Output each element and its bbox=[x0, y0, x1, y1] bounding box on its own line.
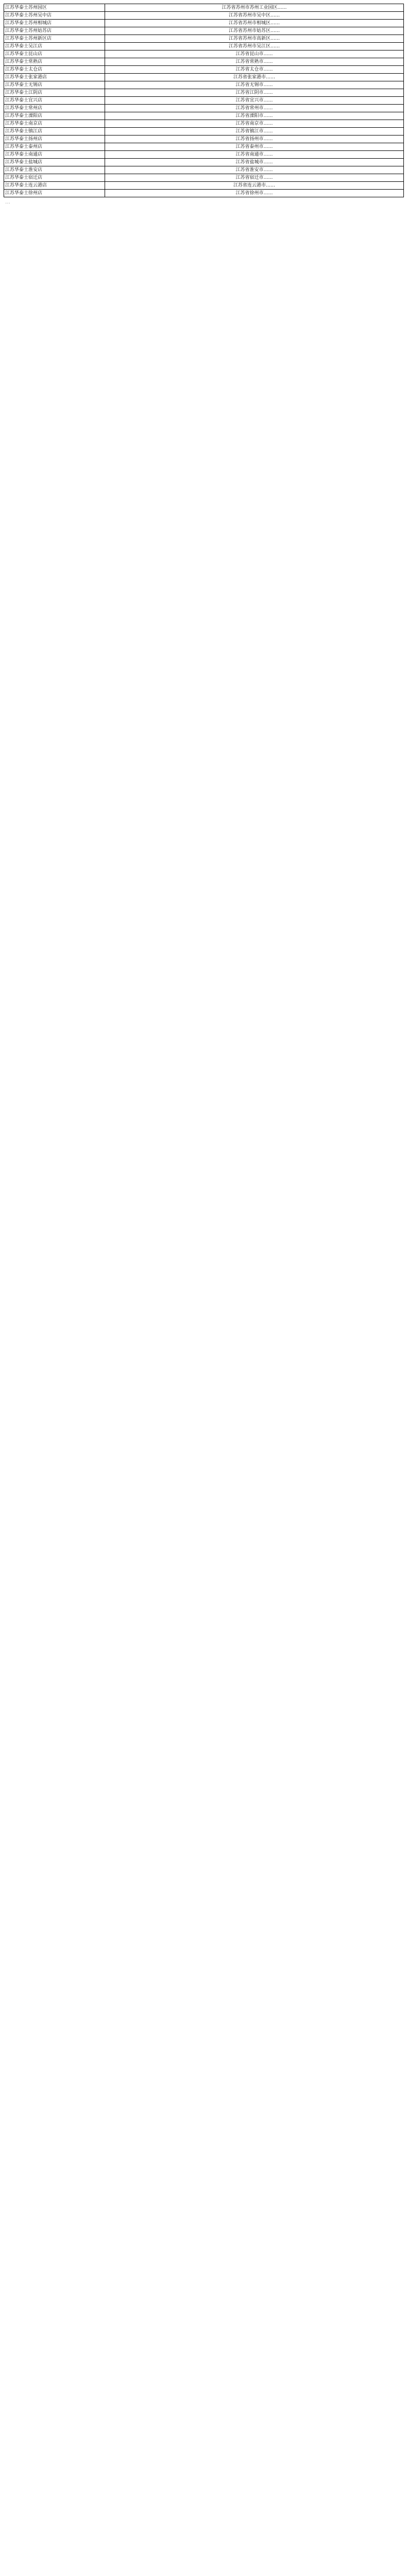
store-address-cell: 江苏省南通市…… bbox=[105, 151, 404, 159]
store-name-cell: 江苏华泰士苏州吴中店 bbox=[4, 12, 105, 20]
store-name-cell: 江苏华泰士昆山店 bbox=[4, 50, 105, 58]
store-address-cell: 江苏省江阴市…… bbox=[105, 89, 404, 97]
table-row bbox=[4, 27, 404, 35]
watermark: … bbox=[5, 199, 10, 205]
table-row bbox=[4, 182, 404, 190]
store-name-cell: 江苏华泰士张家港店 bbox=[4, 74, 105, 81]
store-name-cell: 江苏华泰士淮安店 bbox=[4, 166, 105, 174]
table-row bbox=[4, 66, 404, 74]
store-table-body bbox=[4, 4, 404, 197]
store-name-cell: 江苏华泰士苏州新区店 bbox=[4, 35, 105, 43]
store-address-cell: 江苏省徐州市…… bbox=[105, 190, 404, 197]
table-row bbox=[4, 128, 404, 135]
table-row bbox=[4, 166, 404, 174]
store-address-cell: 江苏省溧阳市…… bbox=[105, 112, 404, 120]
store-name-cell: 江苏华泰士南通店 bbox=[4, 151, 105, 159]
store-address-cell: 江苏省宜兴市…… bbox=[105, 97, 404, 105]
store-name-cell: 江苏华泰士宜兴店 bbox=[4, 97, 105, 105]
sheet bbox=[0, 0, 407, 212]
store-name-cell: 江苏华泰士无锡店 bbox=[4, 81, 105, 89]
store-address-cell: 江苏省泰州市…… bbox=[105, 143, 404, 151]
store-address-cell: 江苏省苏州市苏州工业园区…… bbox=[105, 4, 404, 12]
store-address-cell: 江苏省扬州市…… bbox=[105, 135, 404, 143]
store-address-cell: 江苏省镇江市…… bbox=[105, 128, 404, 135]
store-name-cell: 江苏华泰士徐州店 bbox=[4, 190, 105, 197]
table-row bbox=[4, 135, 404, 143]
store-address-cell: 江苏省苏州市高新区…… bbox=[105, 35, 404, 43]
table-row bbox=[4, 74, 404, 81]
table-row bbox=[4, 159, 404, 166]
store-name-cell: 江苏华泰士南京店 bbox=[4, 120, 105, 128]
store-address-cell: 江苏省宿迁市…… bbox=[105, 174, 404, 182]
table-row bbox=[4, 20, 404, 27]
store-name-cell: 江苏华泰士苏州园区 bbox=[4, 4, 105, 12]
store-name-cell: 江苏华泰士苏州相城店 bbox=[4, 20, 105, 27]
table-row bbox=[4, 190, 404, 197]
store-address-cell: 江苏省苏州市吴中区…… bbox=[105, 12, 404, 20]
table-row bbox=[4, 35, 404, 43]
table-row bbox=[4, 97, 404, 105]
store-table bbox=[4, 4, 404, 197]
store-name-cell: 江苏华泰士宿迁店 bbox=[4, 174, 105, 182]
table-row bbox=[4, 58, 404, 66]
store-address-cell: 江苏省连云港市…… bbox=[105, 182, 404, 190]
store-address-cell: 江苏省常熟市…… bbox=[105, 58, 404, 66]
table-row bbox=[4, 12, 404, 20]
table-row bbox=[4, 174, 404, 182]
store-name-cell: 江苏华泰士溧阳店 bbox=[4, 112, 105, 120]
store-address-cell: 江苏省盐城市…… bbox=[105, 159, 404, 166]
store-name-cell: 江苏华泰士盐城店 bbox=[4, 159, 105, 166]
store-name-cell: 江苏华泰士扬州店 bbox=[4, 135, 105, 143]
store-name-cell: 江苏华泰士苏州姑苏店 bbox=[4, 27, 105, 35]
store-address-cell: 江苏省张家港市…… bbox=[105, 74, 404, 81]
store-address-cell: 江苏省苏州市相城区…… bbox=[105, 20, 404, 27]
store-name-cell: 江苏华泰士江阴店 bbox=[4, 89, 105, 97]
store-address-cell: 江苏省无锡市…… bbox=[105, 81, 404, 89]
table-row bbox=[4, 112, 404, 120]
table-row bbox=[4, 43, 404, 50]
store-address-cell: 江苏省太仓市…… bbox=[105, 66, 404, 74]
table-row bbox=[4, 81, 404, 89]
store-name-cell: 江苏华泰士连云港店 bbox=[4, 182, 105, 190]
store-name-cell: 江苏华泰士太仓店 bbox=[4, 66, 105, 74]
store-address-cell: 江苏省南京市…… bbox=[105, 120, 404, 128]
store-address-cell: 江苏省常州市…… bbox=[105, 105, 404, 112]
store-name-cell: 江苏华泰士常州店 bbox=[4, 105, 105, 112]
store-name-cell: 江苏华泰士镇江店 bbox=[4, 128, 105, 135]
table-row bbox=[4, 143, 404, 151]
store-name-cell: 江苏华泰士吴江店 bbox=[4, 43, 105, 50]
store-address-cell: 江苏省昆山市…… bbox=[105, 50, 404, 58]
table-row bbox=[4, 4, 404, 12]
table-row bbox=[4, 50, 404, 58]
store-address-cell: 江苏省淮安市…… bbox=[105, 166, 404, 174]
table-row bbox=[4, 151, 404, 159]
store-name-cell: 江苏华泰士常熟店 bbox=[4, 58, 105, 66]
table-row bbox=[4, 120, 404, 128]
store-address-cell: 江苏省苏州市姑苏区…… bbox=[105, 27, 404, 35]
table-row bbox=[4, 105, 404, 112]
table-row bbox=[4, 89, 404, 97]
store-name-cell: 江苏华泰士泰州店 bbox=[4, 143, 105, 151]
store-address-cell: 江苏省苏州市吴江区…… bbox=[105, 43, 404, 50]
